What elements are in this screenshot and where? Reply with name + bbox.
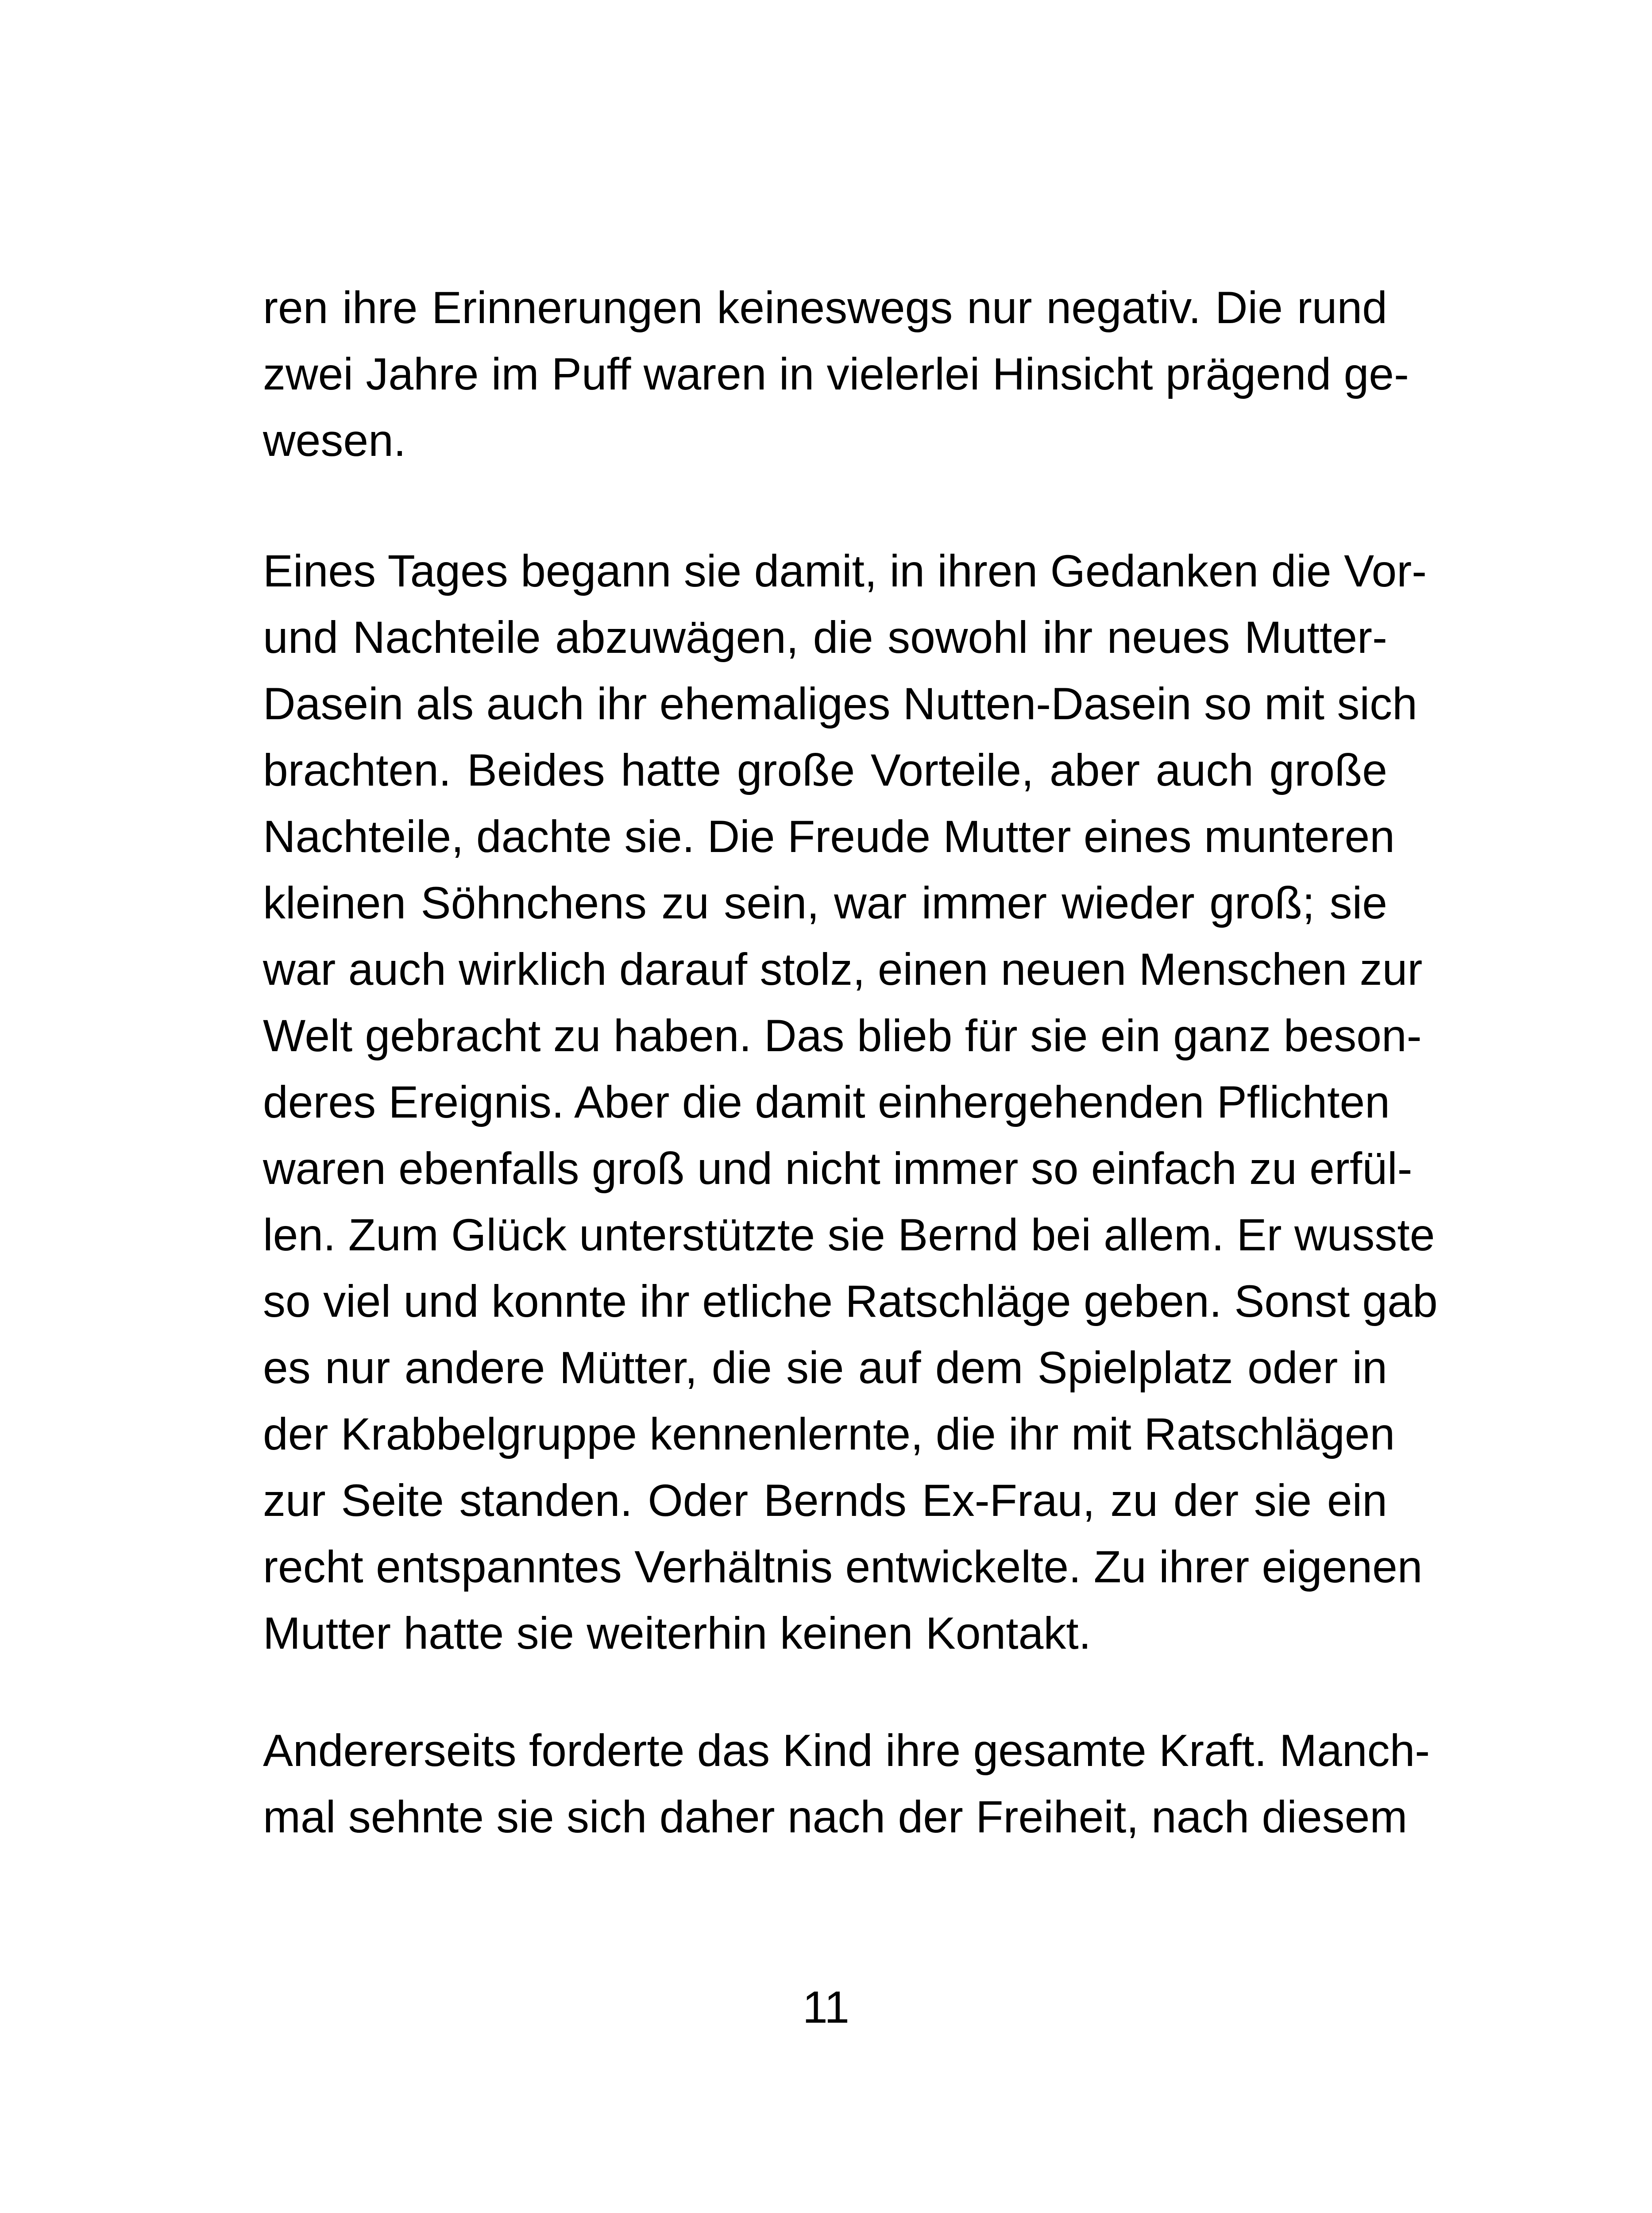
text-line: len. Zum Glück unterstützte sie Bernd bei allem. Er wusste (263, 1210, 1435, 1260)
text-line: wesen. (263, 415, 406, 466)
text-line: kleinen Söhnchens zu sein, war immer wieder groß; sie (263, 878, 1387, 928)
text-line: brachten. Beides hatte große Vorteile, aber auch große (263, 745, 1387, 795)
text-line: so viel und konnte ihr etliche Ratschläge geben. Sonst gab (263, 1276, 1438, 1326)
text-line: es nur andere Mütter, die sie auf dem Spielplatz oder in (263, 1342, 1387, 1393)
text-line: der Krabbelgruppe kennenlernte, die ihr mit Ratschlägen (263, 1409, 1395, 1459)
text-line: zwei Jahre im Puff waren in vielerlei Hinsicht prägend ge- (263, 349, 1409, 399)
text-line: Dasein als auch ihr ehemaliges Nutten-Dasein so mit sich (263, 679, 1417, 729)
text-line: recht entspanntes Verhältnis entwickelte. Zu ihrer eigenen (263, 1542, 1423, 1592)
text-line: Eines Tages begann sie damit, in ihren Gedanken die Vor- (263, 546, 1427, 596)
text-line: zur Seite standen. Oder Bernds Ex-Frau, zu der sie ein (263, 1475, 1387, 1526)
text-line: ren ihre Erinnerungen keineswegs nur negativ. Die rund (263, 282, 1387, 333)
text-line: Nachteile, dachte sie. Die Freude Mutter eines munteren (263, 811, 1395, 862)
paragraph-1 (263, 274, 1409, 474)
text-line: Andererseits forderte das Kind ihre gesamte Kraft. Manch- (263, 1725, 1430, 1776)
paragraph-3 (263, 1717, 1430, 1850)
text-line: Mutter hatte sie weiterhin keinen Kontakt. (263, 1608, 1092, 1658)
page-number: 11 (803, 1982, 849, 2032)
text-line: waren ebenfalls groß und nicht immer so einfach zu erfül- (263, 1143, 1413, 1194)
text-line: mal sehnte sie sich daher nach der Freiheit, nach diesem (263, 1792, 1408, 1842)
paragraph-2 (263, 538, 1438, 1666)
text-line: und Nachteile abzuwägen, die sowohl ihr neues Mutter- (263, 612, 1387, 663)
text-line: Welt gebracht zu haben. Das blieb für sie ein ganz beson- (263, 1010, 1422, 1061)
text-line: war auch wirklich darauf stolz, einen neuen Menschen zur (263, 944, 1423, 995)
text-line: deres Ereignis. Aber die damit einhergehenden Pflichten (263, 1077, 1390, 1127)
